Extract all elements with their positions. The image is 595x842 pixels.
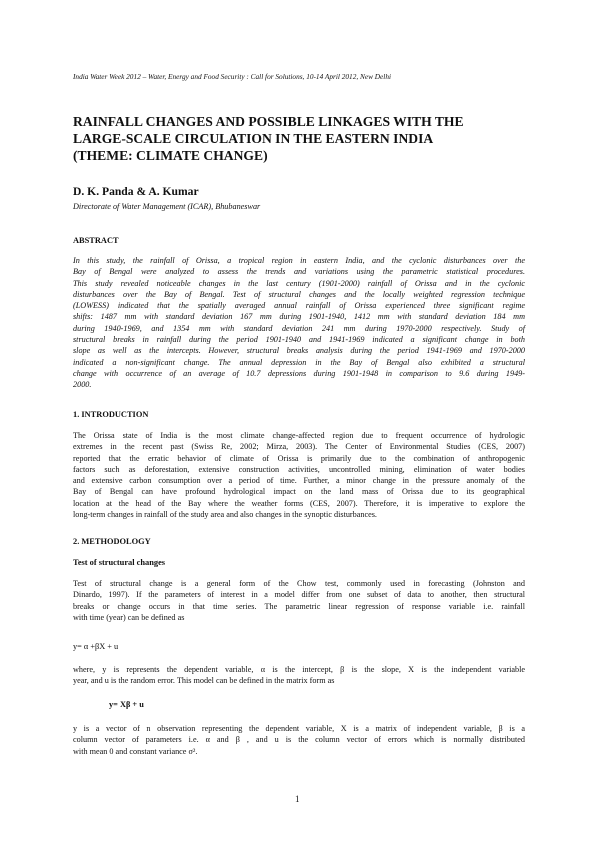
- text-line: extremes in the recent past (Swiss Re, 2002; Mirza, 2003). The Center of Environmental Studies (CES, 2007): [73, 442, 525, 452]
- text-line: factors such as deforestation, extensive construction activities, uncontrolled mining, elimination of water bodies: [73, 464, 525, 474]
- text-line: indicated a non-significant change. The annual depression in the Bay of Bengal also exhibited a structural: [73, 357, 525, 367]
- text-line: In this study, the rainfall of Orissa, a tropical region in eastern India, and the cyclonic disturbances over the: [73, 256, 525, 265]
- page-number: 1: [295, 794, 300, 804]
- title-line: LARGE-SCALE CIRCULATION IN THE EASTERN INDIA: [73, 131, 434, 146]
- paper-title: [73, 113, 533, 164]
- methodology-paragraph: [73, 723, 525, 757]
- introduction-heading: 1. INTRODUCTION: [73, 410, 149, 419]
- text-line: during 1940-1969, and 1354 mm with standard deviation 241 mm during 1970-2000 respectively. Study of: [73, 323, 525, 333]
- text-line: Dinardo, 1997). If the parameters of interest in a model differ from one subset of data to another, then structural: [73, 590, 525, 600]
- text-line: with mean 0 and constant variance σ².: [73, 746, 198, 756]
- text-line: (LOWESS) indicated that the spatially averaged annual rainfall of Orissa experienced three significant regime: [73, 301, 525, 311]
- text-line: change with occurrence of an average of 10.7 depressions during 1901-1948 in comparison to 9.6 during 1949-: [73, 368, 525, 378]
- text-line: The Orissa state of India is the most climate change-affected region due to frequent occurrence of hydrologic: [73, 431, 525, 440]
- abstract-heading: ABSTRACT: [73, 236, 119, 245]
- text-line: y is a vector of n observation representing the dependent variable, X is a matrix of independent variable, β is a: [73, 724, 525, 733]
- methodology-heading: 2. METHODOLOGY: [73, 537, 151, 546]
- text-line: slope as well as the intercepts. However, structural breaks analysis during the period 1941-1969 and 1970-2000: [73, 346, 525, 356]
- text-line: year, and u is the random error. This model can be defined in the matrix form as: [73, 676, 335, 686]
- methodology-paragraph: [73, 664, 525, 687]
- title-line: (THEME: CLIMATE CHANGE): [73, 148, 268, 163]
- text-line: and extensive carbon consumption over a period of time. Further, a minor change in the pressure anomaly of the: [73, 476, 525, 486]
- text-line: disturbances over the Bay of Bengal. Test of structural changes and the locally weighted regression technique: [73, 289, 525, 299]
- methodology-subheading: Test of structural changes: [73, 558, 166, 567]
- text-line: This study revealed noticeable changes in the last century (1901-2000) rainfall of Orissa and in the cyclonic: [73, 278, 525, 288]
- text-line: Test of structural change is a general form of the Chow test, commonly used in forecasting (Johnston and: [73, 579, 525, 588]
- authors: D. K. Panda & A. Kumar: [73, 185, 199, 198]
- text-line: location at the head of the Bay where the weather forms (CES, 2007). Therefore, it is imperative to explore the: [73, 498, 525, 508]
- running-header: India Water Week 2012 – Water, Energy and Food Security : Call for Solutions, 10-14 April 2012, New Delhi: [73, 72, 391, 81]
- affiliation: Directorate of Water Management (ICAR), Bhubaneswar: [73, 202, 261, 211]
- abstract-body: [73, 255, 525, 391]
- title-line: RAINFALL CHANGES AND POSSIBLE LINKAGES WITH THE: [73, 114, 464, 129]
- text-line: structural breaks in rainfall during the period 1901-1940 and 1941-1969 indicated a significant change in both: [73, 335, 525, 345]
- text-line: Bay of Bengal can have profound hydrological impact on the land mass of Orissa due to its geographical: [73, 487, 525, 497]
- text-line: shifts: 1487 mm with standard deviation 167 mm during 1901-1940, 1412 mm with standard deviation 184 mm: [73, 312, 525, 322]
- text-line: reported that the erratic behavior of climate of Orissa is primarily due to the combination of anthropogenic: [73, 453, 525, 463]
- text-line: where, y is represents the dependent variable, α is the intercept, β is the slope, X is the independent variable: [73, 665, 525, 674]
- text-line: 2000.: [73, 380, 92, 390]
- text-line: long-term changes in rainfall of the study area and also changes in the synoptic disturbances.: [73, 510, 377, 520]
- text-line: Bay of Bengal were analyzed to assess the trends and variations using the parametric statistical procedures.: [73, 267, 525, 277]
- equation-linear-model: y= α +βX + u: [73, 642, 119, 651]
- equation-matrix-model: y= Xβ + u: [109, 700, 144, 709]
- methodology-paragraph: [73, 578, 525, 623]
- text-line: with time (year) can be defined as: [73, 612, 185, 622]
- introduction-body: [73, 430, 525, 520]
- text-line: breaks or change occurs in that time series. The parametric linear regression of response variable i.e. rainfall: [73, 601, 525, 611]
- text-line: column vector of parameters i.e. α and β , and u is the column vector of errors which is normally distributed: [73, 735, 525, 745]
